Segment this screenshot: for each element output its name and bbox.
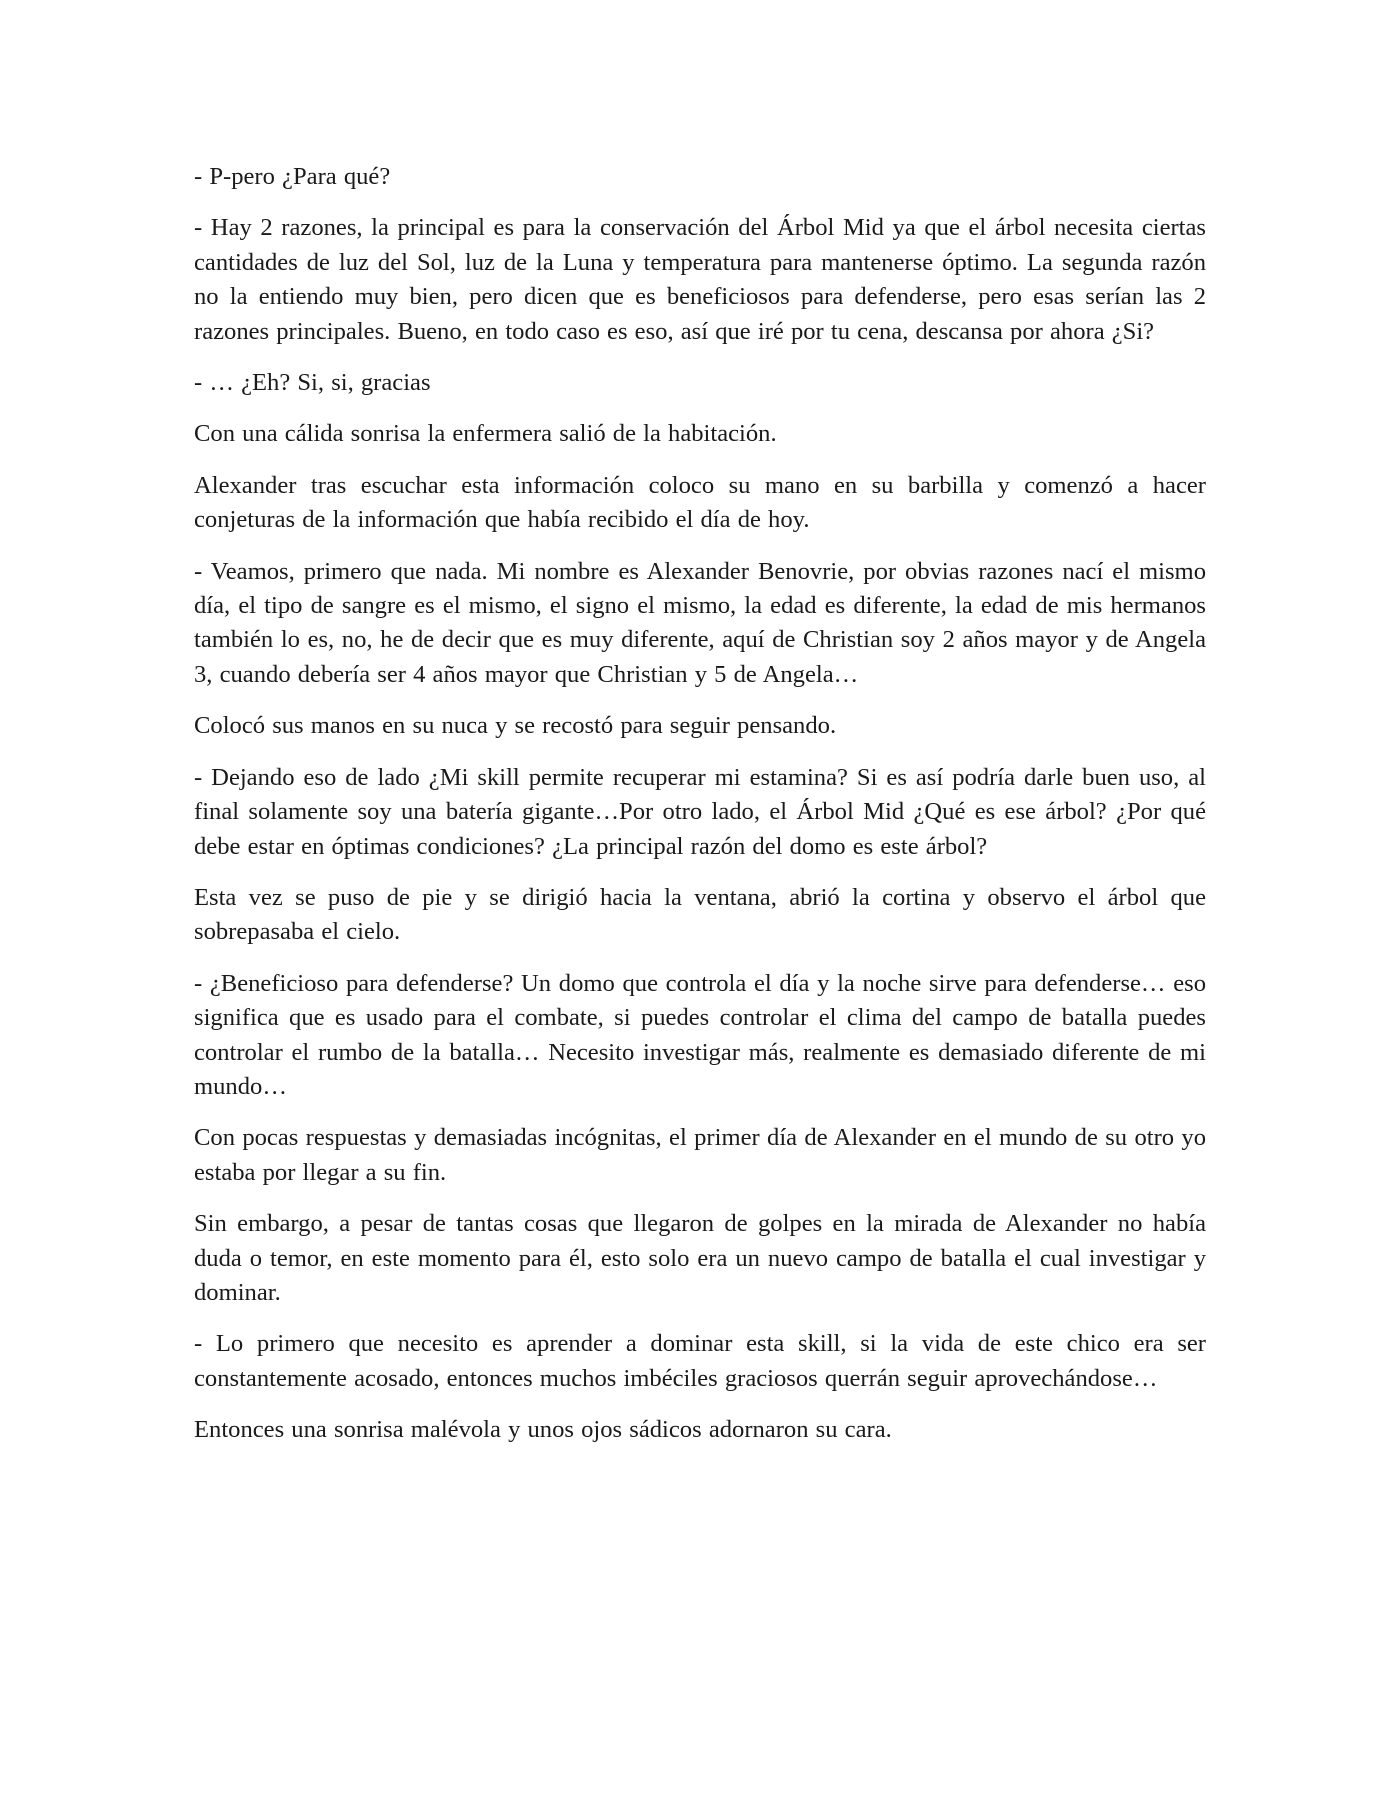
document-body (194, 160, 1206, 1465)
paragraph-1: - P-pero ¿Para qué? (194, 163, 391, 190)
paragraph-8: - Dejando eso de lado ¿Mi skill permite recuperar mi estamina? Si es así podría darle buen uso, al final solamente soy una batería gigante…Por otro lado, el Árbol Mid ¿Qué es ese árbol? ¿Por qué debe estar en óptimas condiciones? ¿La principal razón del domo es este árbol? (194, 763, 1206, 860)
paragraph-3: - … ¿Eh? Si, si, gracias (194, 369, 431, 397)
paragraph-10: - ¿Beneficioso para defenderse? Un domo que controla el día y la noche sirve para defenderse… eso significa que es usado para el combate, si puedes controlar el clima del campo de batalla puedes controlar el rumbo de la batalla… Necesito investigar más, realmente es demasiado diferente de mi mundo… (194, 969, 1206, 1100)
paragraph-11: Con pocas respuestas y demasiadas incógnitas, el primer día de Alexander en el mundo de su otro yo estaba por llegar a su fin. (194, 1124, 1206, 1186)
paragraph-13: - Lo primero que necesito es aprender a dominar esta skill, si la vida de este chico era ser constantemente acosado, entonces muchos imbéciles graciosos querrán seguir aprovechándose… (194, 1330, 1206, 1392)
paragraph-9: Esta vez se puso de pie y se dirigió hacia la ventana, abrió la cortina y observo el árbol que sobrepasaba el cielo. (194, 883, 1206, 946)
paragraph-4: Con una cálida sonrisa la enfermera salió de la habitación. (194, 420, 777, 448)
paragraph-5: Alexander tras escuchar esta información coloco su mano en su barbilla y comenzó a hacer conjeturas de la información que había recibido el día de hoy. (194, 471, 1206, 534)
paragraph-14: Entonces una sonrisa malévola y unos ojos sádicos adornaron su cara. (194, 1416, 892, 1444)
paragraph-12: Sin embargo, a pesar de tantas cosas que llegaron de golpes en la mirada de Alexander no había duda o temor, en este momento para él, esto solo era un nuevo campo de batalla el cual investigar y dominar. (194, 1210, 1206, 1306)
paragraph-7: Colocó sus manos en su nuca y se recostó para seguir pensando. (194, 712, 837, 740)
paragraph-6: - Veamos, primero que nada. Mi nombre es Alexander Benovrie, por obvias razones nací el mismo día, el tipo de sangre es el mismo, el signo el mismo, la edad es diferente, la edad de mis hermanos también lo es, no, he de decir que es muy diferente, aquí de Christian soy 2 años mayor y de Angela 3, cuando debería ser 4 años mayor que Christian y 5 de Angela… (194, 557, 1206, 688)
paragraph-2: - Hay 2 razones, la principal es para la conservación del Árbol Mid ya que el árbol necesita ciertas cantidades de luz del Sol, luz de la Luna y temperatura para mantenerse óptimo. La segunda razón no la entiendo muy bien, pero dicen que es beneficiosos para defenderse, pero esas serían las 2 razones principales. Bueno, en todo caso es eso, así que iré por tu cena, descansa por ahora ¿Si? (194, 214, 1206, 345)
